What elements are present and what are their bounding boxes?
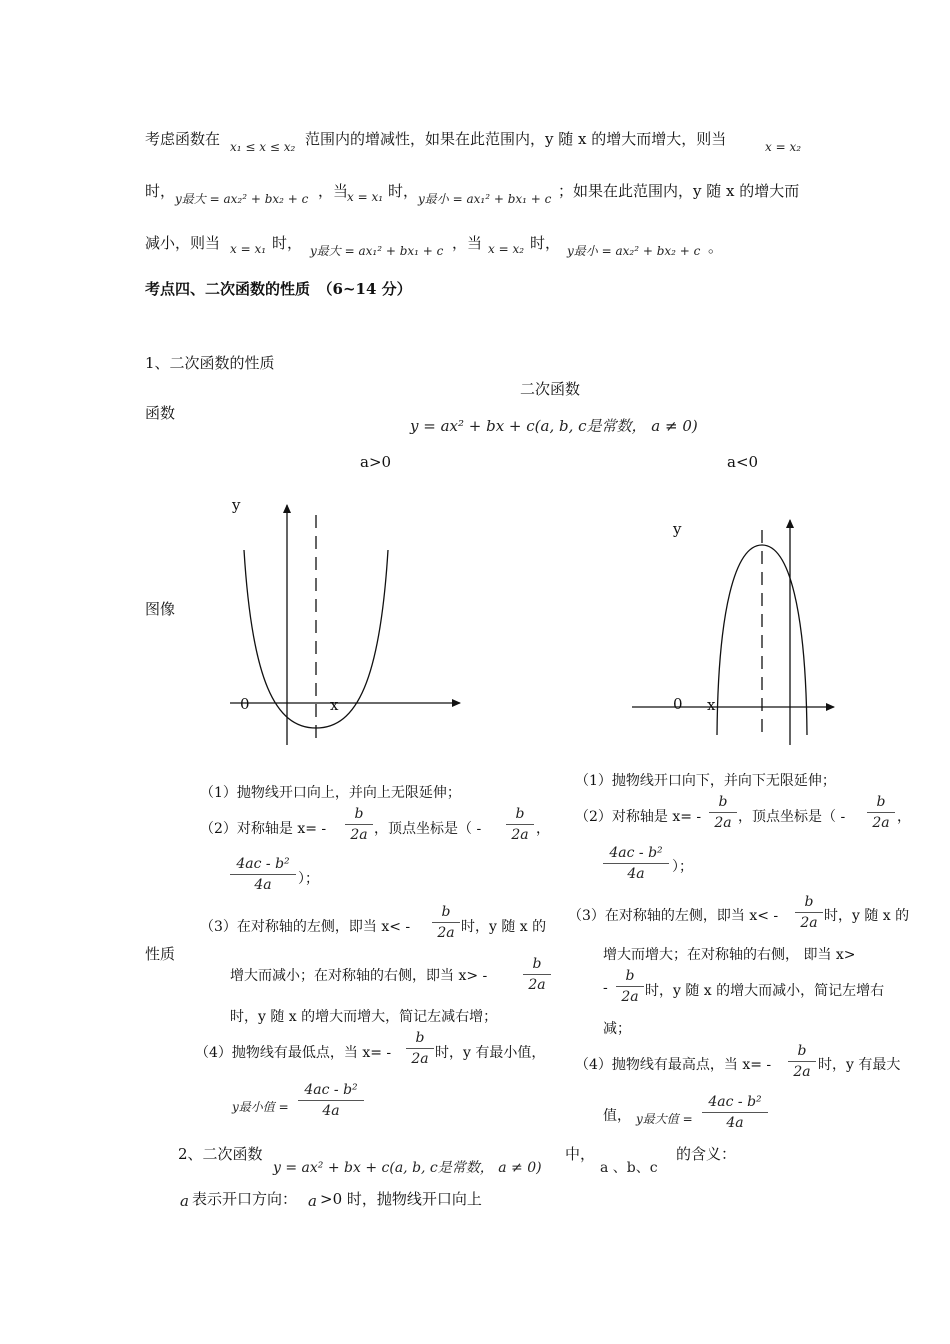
intro-text: 时， — [145, 182, 176, 200]
prop-right-3: 时，y 随 x 的增大而减小，简记左增右 — [645, 983, 885, 999]
intro-text: 范围内的增减性，如果在此范围内，y 随 x 的增大而增大，则当 — [305, 130, 727, 148]
fraction-b-over-2a: b 2a — [523, 956, 551, 993]
fraction-b-over-2a: b 2a — [616, 968, 644, 1005]
intro-text: ；如果在此范围内，y 随 x 的增大而 — [558, 182, 800, 200]
subsection-title: 2、二次函数 — [178, 1145, 263, 1163]
prop-left-2: （2）对称轴是 x= - — [200, 821, 327, 837]
prop-right-2: ，顶点坐标是（ - — [738, 809, 846, 825]
intro-text: ，当 — [318, 182, 349, 200]
function-formula: y = ax² + bx + c(a, b, c是常数， a ≠ 0) — [273, 1160, 542, 1176]
formula-x2: x = x₂ — [765, 140, 802, 154]
y-axis-label: y — [673, 520, 682, 538]
fraction-b-over-2a: b 2a — [709, 794, 737, 831]
prop-right-3: （3）在对称轴的左侧，即当 x< - — [568, 908, 779, 924]
body-text: 表示开口方向： — [192, 1190, 298, 1208]
graph-downward-parabola — [632, 520, 834, 745]
prop-right-3: 时，y 随 x 的 — [824, 908, 910, 924]
formula-x1: x = x₁ — [347, 190, 384, 204]
fraction-b-over-2a: b 2a — [506, 806, 534, 843]
row-label-props: 性质 — [145, 945, 176, 963]
section-title: 考点四、二次函数的性质 （6~14 分） — [145, 280, 412, 298]
formula-ymax: y最大 = ax₁² + bx₁ + c — [310, 244, 444, 258]
intro-text: 。 — [708, 238, 724, 256]
intro-text: 时， — [388, 182, 419, 200]
prop-right-4: 时，y 有最大 — [818, 1057, 901, 1073]
function-formula: y = ax² + bx + c(a, b, c是常数， a ≠ 0) — [410, 417, 698, 435]
formula-range: x₁ ≤ x ≤ x₂ — [230, 140, 296, 154]
prop-left-2: ， — [536, 821, 550, 837]
formula-ymin: y最小 = ax₂² + bx₂ + c — [567, 244, 701, 258]
formula-ymax: y最大 = ax₂² + bx₂ + c — [175, 192, 309, 206]
origin-label: 0 — [240, 695, 250, 713]
prop-left-2: ）； — [298, 871, 319, 887]
coefficient-a: a — [308, 1192, 317, 1210]
prop-left-3: （3）在对称轴的左侧，即当 x< - — [200, 919, 411, 935]
prop-right-2: ）； — [672, 859, 693, 875]
case-a-positive: a>0 — [360, 453, 392, 471]
graph-upward-parabola — [230, 505, 460, 745]
fraction-b-over-2a: b 2a — [788, 1043, 816, 1080]
prop-left-1: （1）抛物线开口向上，并向上无限延伸； — [200, 785, 461, 801]
prop-left-4: 时，y 有最小值， — [435, 1045, 546, 1061]
case-a-negative: a<0 — [727, 453, 759, 471]
fraction-vertex-y: 4ac - b² 4a — [603, 845, 669, 882]
fraction-b-over-2a: b 2a — [406, 1030, 434, 1067]
intro-text: 考虑函数在 — [145, 130, 221, 148]
prop-left-4: （4）抛物线有最低点，当 x= - — [195, 1045, 392, 1061]
prop-right-4: 值， — [603, 1108, 631, 1124]
prop-right-2: （2）对称轴是 x= - — [575, 809, 702, 825]
subsection-text: 的含义： — [676, 1145, 737, 1163]
prop-left-3: 时，y 随 x 的 — [461, 919, 547, 935]
fraction-b-over-2a: b 2a — [432, 904, 460, 941]
column-header: 二次函数 — [520, 380, 581, 398]
subsection-text: 中， — [565, 1145, 596, 1163]
intro-text: 减小，则当 — [145, 234, 221, 252]
intro-text: 时， — [530, 234, 561, 252]
fraction-b-over-2a: b 2a — [345, 806, 373, 843]
prop-right-3: 减； — [603, 1021, 631, 1037]
row-label-image: 图像 — [145, 600, 176, 618]
fraction-b-over-2a: b 2a — [867, 794, 895, 831]
prop-right-2: ， — [897, 809, 911, 825]
fraction-vertex-y: 4ac - b² 4a — [230, 856, 296, 893]
intro-text: 时， — [272, 234, 303, 252]
y-axis-label: y — [232, 496, 241, 514]
intro-text: ，当 — [452, 234, 483, 252]
parabola-curve — [244, 550, 388, 728]
x-axis-label: x — [330, 696, 339, 714]
subsection-title: 1、二次函数的性质 — [145, 354, 275, 372]
coefficient-list: a 、b、c — [600, 1160, 658, 1176]
prop-left-3: 增大而减小；在对称轴的右侧，即当 x> - — [230, 968, 488, 984]
body-text: >0 时，抛物线开口向上 — [320, 1190, 482, 1208]
fraction-vertex-y: 4ac - b² 4a — [702, 1094, 768, 1131]
formula-x2: x = x₂ — [488, 242, 525, 256]
formula-ymin-value: y最小值 = — [232, 1100, 289, 1114]
formula-ymin: y最小 = ax₁² + bx₁ + c — [418, 192, 552, 206]
prop-right-3: - — [603, 980, 608, 996]
prop-right-4: （4）抛物线有最高点，当 x= - — [575, 1057, 772, 1073]
prop-left-2: ，顶点坐标是（ - — [374, 821, 482, 837]
x-axis-label: x — [707, 696, 716, 714]
prop-left-3: 时，y 随 x 的增大而增大，简记左减右增； — [230, 1009, 498, 1025]
origin-label: 0 — [673, 695, 683, 713]
formula-ymax-value: y最大值 = — [636, 1112, 693, 1126]
prop-right-1: （1）抛物线开口向下，并向下无限延伸； — [575, 773, 836, 789]
formula-x1: x = x₁ — [230, 242, 267, 256]
fraction-b-over-2a: b 2a — [795, 894, 823, 931]
row-label-function: 函数 — [145, 404, 176, 422]
prop-right-3: 增大而增大；在对称轴的右侧， 即当 x> — [603, 947, 856, 963]
coefficient-a: a — [180, 1192, 189, 1210]
fraction-vertex-y: 4ac - b² 4a — [298, 1082, 364, 1119]
